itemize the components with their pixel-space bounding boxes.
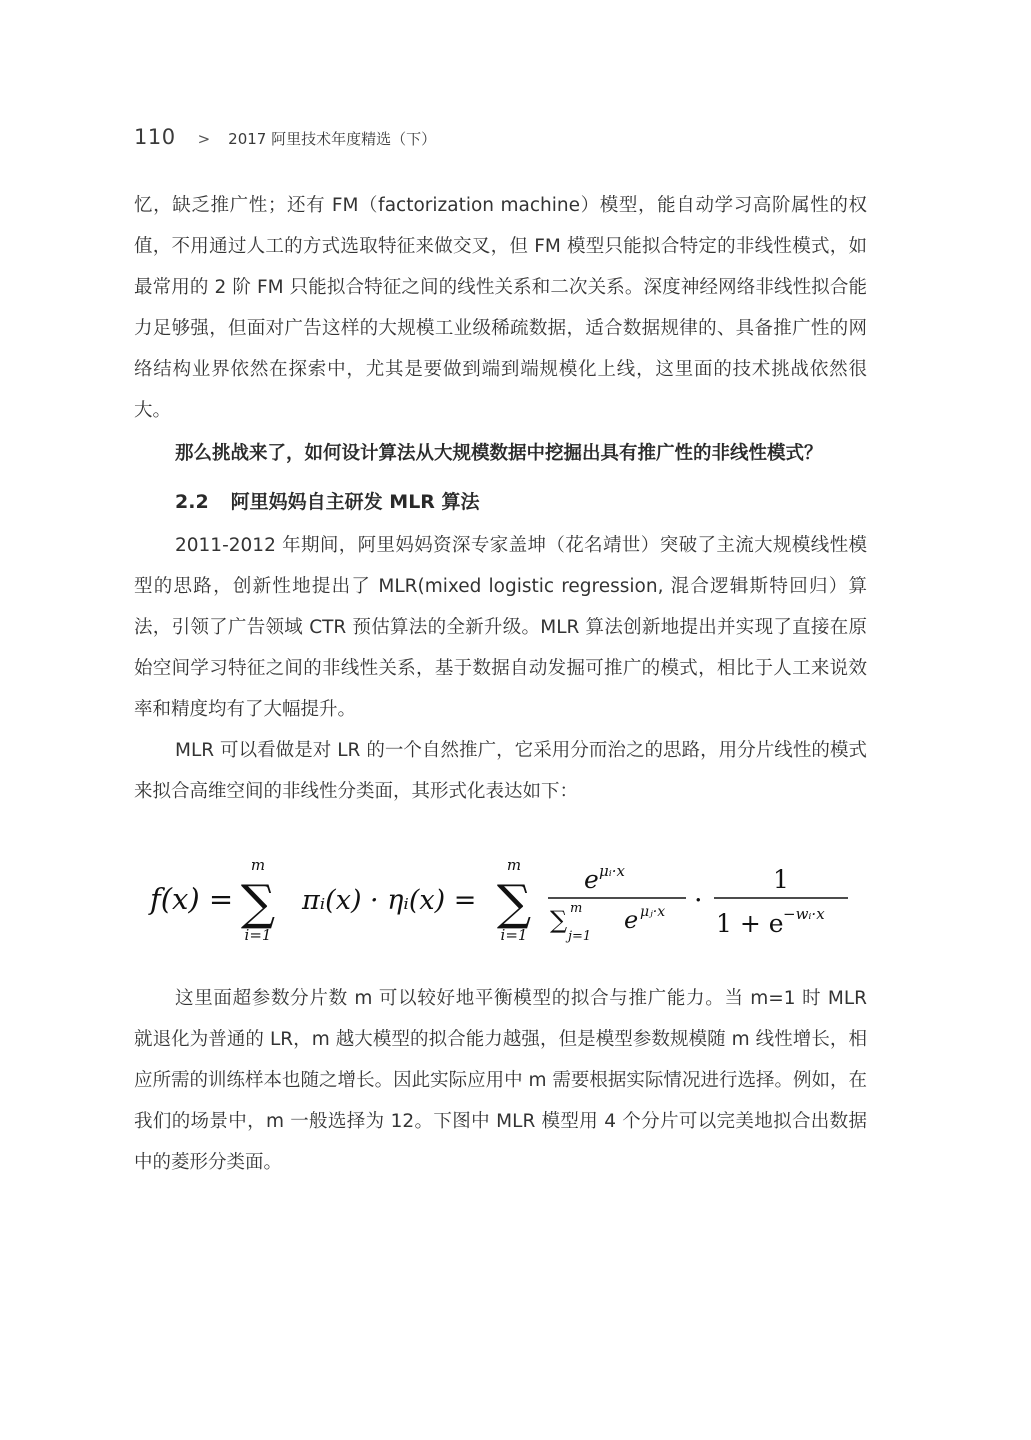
formula-term1: πᵢ(x) · ηᵢ(x) =: [302, 885, 477, 916]
section-number: 2.2: [175, 491, 209, 513]
page-body: [134, 185, 867, 1183]
formula-denominator-sum-upper: m: [570, 901, 583, 916]
section-title: 阿里妈妈自主研发 MLR 算法: [230, 491, 480, 513]
formula-denominator-e: e: [624, 906, 639, 934]
formula-denominator-sum: ∑: [550, 906, 568, 934]
paragraph-mlr-history: 2011-2012 年期间，阿里妈妈资深专家盖坤（花名靖世）突破了主流大规模线性模型的思路，创新性地提出了 MLR(mixed logistic regression, 混合逻辑斯特回归）算法，引领了广告领域 CTR 预估算法的全新升级。MLR 算法创新地提出并实现了直接在原始空间学习特征之间的非线性关系，基于数据自动发掘可推广的模式，相比于人工来说效率和精度均有了大幅提升。: [134, 535, 867, 720]
formula-sum2-upper: m: [506, 856, 522, 874]
formula-numerator-exp: μᵢ·x: [599, 862, 625, 880]
section-heading: [134, 482, 867, 523]
formula-dot: ·: [694, 885, 703, 916]
page-header: [134, 125, 436, 149]
formula-sum2-lower: i=1: [500, 926, 528, 944]
paragraph-hyperparameter: 这里面超参数分片数 m 可以较好地平衡模型的拟合与推广能力。当 m=1 时 MLR 就退化为普通的 LR，m 越大模型的拟合能力越强，但是模型参数规模随 m 线性增长，相应所需的训练样本也随之增长。因此实际应用中 m 需要根据实际情况进行选择。例如，在我们的场景中，m 一般选择为 12。下图中 MLR 模型用 4 个分片可以完美地拟合出数据中的菱形分类面。: [134, 988, 867, 1173]
formula-frac2-denominator: 1 + e: [716, 909, 784, 938]
mlr-formula: [146, 852, 866, 952]
paragraph-fm-dnn: 忆，缺乏推广性；还有 FM（factorization machine）模型，能自动学习高阶属性的权值，不用通过人工的方式选取特征来做交叉，但 FM 模型只能拟合特定的非线性模式，如最常用的 2 阶 FM 只能拟合特征之间的线性关系和二次关系。深度神经网络非线性拟合能力足够强，但面对广告这样的大规模工业级稀疏数据，适合数据规律的、具备推广性的网络结构业界依然在探索中，尤其是要做到端到端规模化上线，这里面的技术挑战依然很大。: [134, 195, 867, 421]
formula-sum1-upper: m: [250, 856, 266, 874]
formula-sum2-sigma: ∑: [496, 875, 532, 931]
page-number: 110: [134, 125, 176, 149]
challenge-question: 那么挑战来了，如何设计算法从大规模数据中挖掘出具有推广性的非线性模式？: [175, 443, 823, 464]
paragraph-mlr-intro: MLR 可以看做是对 LR 的一个自然推广，它采用分而治之的思路，用分片线性的模式来拟合高维空间的非线性分类面，其形式化表达如下：: [134, 740, 867, 802]
formula-sum1-lower: i=1: [244, 926, 272, 944]
formula-frac2-numerator: 1: [773, 865, 789, 894]
book-title: 2017 阿里技术年度精选（下）: [228, 130, 437, 148]
formula-denominator-sum-lower: j=1: [568, 929, 592, 944]
formula-sum1-sigma: ∑: [240, 875, 276, 931]
formula-frac2-den-exp: −wᵢ·x: [783, 905, 825, 923]
formula-f-x: f(x) =: [150, 882, 234, 916]
formula-numerator-e: e: [584, 865, 599, 894]
formula-denominator-exp: μⱼ·x: [640, 904, 666, 920]
header-separator: >: [197, 130, 211, 148]
